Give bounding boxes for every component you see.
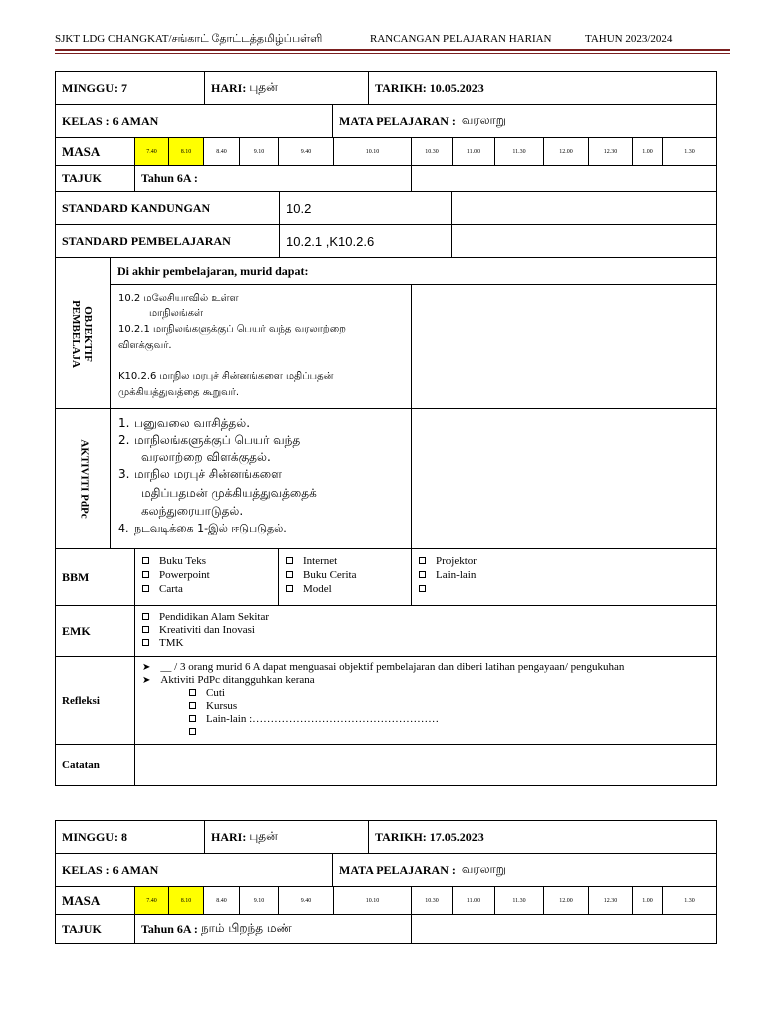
checkbox-icon[interactable] <box>142 639 149 646</box>
time-slot: 10.30 <box>411 886 453 915</box>
aktiviti-number: 2. <box>118 433 130 447</box>
time-slot: 11.30 <box>494 137 544 166</box>
bbm-option[interactable] <box>286 555 337 567</box>
catatan-label <box>55 744 135 786</box>
checkbox-icon[interactable] <box>142 557 149 564</box>
aktiviti-label-cell <box>55 408 111 549</box>
tajuk-value-label: Tahun 6A : <box>141 921 198 936</box>
emk-option-label: Kreativiti dan Inovasi <box>159 624 255 636</box>
time-slot: 8.40 <box>203 137 240 166</box>
mata-pelajaran-value: வரலாறு <box>461 113 506 127</box>
checkbox-icon[interactable] <box>189 702 196 709</box>
sp-extra <box>451 224 717 258</box>
aktiviti-text: பனுவலை வாசித்தல். <box>134 416 251 430</box>
kelas-cell <box>55 104 333 138</box>
academic-year: TAHUN 2023/2024 <box>585 33 673 45</box>
bbm-option[interactable] <box>286 583 332 595</box>
tajuk-text: TAJUK <box>62 921 102 936</box>
aktiviti-vertical-label: AKTIVITI PdPc <box>78 439 91 519</box>
time-slot: 1.30 <box>662 137 717 166</box>
bbm-option-label: Model <box>303 583 332 595</box>
time-slot: 11.30 <box>494 886 544 915</box>
objektif-line: 10.2 மலேசியாவில் உள்ள <box>118 293 239 304</box>
checkbox-icon[interactable] <box>286 571 293 578</box>
bbm-option[interactable] <box>419 555 477 567</box>
bbm-option-blank[interactable] <box>419 583 436 595</box>
aktiviti-text: மாநிலங்களுக்குப் பெயர் வந்த <box>134 433 301 447</box>
refleksi-text-1: __ / 3 orang murid 6 A dapat menguasai objektif pembelajaran dan diberi latihan pengayaan/ pengukuhan <box>160 661 625 673</box>
refleksi-label <box>55 656 135 745</box>
aktiviti-number: 3. <box>118 467 130 481</box>
school-name: SJKT LDG CHANGKAT/சங்காட் தோட்டத்தமிழ்ப்பள்ளி <box>55 33 323 45</box>
bbm-option-label: Powerpoint <box>159 569 210 581</box>
standard-kandungan-value <box>279 191 452 225</box>
aktiviti-item-2 <box>118 433 300 449</box>
sp-label-text: STANDARD PEMBELAJARAN <box>62 233 231 248</box>
time-slot: 10.30 <box>411 137 453 166</box>
emk-option[interactable] <box>142 624 255 636</box>
time-slot: 12.00 <box>543 886 589 915</box>
sk-label-text: STANDARD KANDUNGAN <box>62 200 211 215</box>
refleksi-text-2: Aktiviti PdPc ditangguhkan kerana <box>160 674 315 686</box>
emk-option[interactable] <box>142 611 269 623</box>
checkbox-icon[interactable] <box>286 585 293 592</box>
mata-pelajaran-value: வரலாறு <box>461 862 506 876</box>
aktiviti-extra <box>411 408 717 549</box>
time-slot: 12.30 <box>588 137 633 166</box>
tajuk-extra <box>411 165 717 192</box>
tajuk-extra <box>411 914 717 944</box>
refleksi-text: Refleksi <box>62 694 100 707</box>
time-slot: 8.40 <box>203 886 240 915</box>
header-rule <box>55 49 730 51</box>
bbm-option-label: Carta <box>159 583 183 595</box>
bbm-col-3 <box>411 548 717 606</box>
refleksi-option-blank[interactable] <box>189 726 206 738</box>
aktiviti-item-3 <box>118 467 282 483</box>
tarikh-text: TARIKH: 17.05.2023 <box>375 829 484 844</box>
emk-option[interactable] <box>142 637 183 649</box>
document-title: RANCANGAN PELAJARAN HARIAN <box>370 33 552 45</box>
mata-pelajaran-cell <box>332 853 717 887</box>
sk-value-text: 10.2 <box>286 200 312 216</box>
time-slot: 7.40 <box>134 886 169 915</box>
tarikh-cell <box>368 820 717 854</box>
masa-text: MASA <box>62 892 101 908</box>
aktiviti-text: மாநில மரபுச் சின்னங்களை <box>134 467 282 481</box>
time-slot: 11.00 <box>452 886 495 915</box>
checkbox-icon[interactable] <box>419 585 426 592</box>
minggu-cell <box>55 820 205 854</box>
time-slot: 9.10 <box>239 137 279 166</box>
aktiviti-text: நடவடிக்கை 1-இல் ஈடுபடுதல். <box>134 522 287 535</box>
aktiviti-item-4 <box>118 522 287 537</box>
objektif-line: முக்கியத்துவத்தை கூறுவர். <box>118 387 240 398</box>
objektif-line: விளக்குவர். <box>118 340 172 351</box>
time-slot: 10.10 <box>333 886 412 915</box>
bbm-option[interactable] <box>286 569 356 581</box>
mata-pelajaran-cell <box>332 104 717 138</box>
masa-label <box>55 886 135 915</box>
time-slot: 12.00 <box>543 137 589 166</box>
bbm-option-label: Lain-lain <box>436 569 477 581</box>
arrow-bullet-icon: ➤ <box>142 675 151 686</box>
minggu-text: MINGGU: 7 <box>62 80 127 95</box>
bbm-option[interactable] <box>142 569 210 581</box>
tajuk-text: TAJUK <box>62 171 102 185</box>
hari-label: HARI: <box>211 829 247 844</box>
time-slot: 11.00 <box>452 137 495 166</box>
bbm-col-1 <box>134 548 279 606</box>
mata-pelajaran-label: MATA PELAJARAN : <box>339 113 456 128</box>
aktiviti-number: 1. <box>118 416 130 430</box>
page-header <box>55 33 730 49</box>
bbm-text: BBM <box>62 569 90 584</box>
aktiviti-item-1 <box>118 416 250 432</box>
refleksi-option[interactable] <box>189 700 237 712</box>
bbm-option-label: Buku Teks <box>159 555 207 567</box>
refleksi-line-2 <box>142 674 315 686</box>
objektif-intro-text: Di akhir pembelajaran, murid dapat: <box>117 263 309 278</box>
time-slot: 7.40 <box>134 137 169 166</box>
hari-cell <box>204 71 369 105</box>
objektif-line: 10.2.1 மாநிலங்களுக்குப் பெயர் வந்த வரலாற்றை <box>118 324 346 335</box>
refleksi-option-label: Cuti <box>206 687 225 699</box>
minggu-text: MINGGU: 8 <box>62 829 127 844</box>
time-slot: 8.10 <box>168 886 204 915</box>
time-slot: 8.10 <box>168 137 204 166</box>
objektif-label-line1: OBJEKTIF <box>82 306 94 362</box>
tajuk-value <box>134 914 412 944</box>
tarikh-text: TARIKH: 10.05.2023 <box>375 80 484 95</box>
checkbox-icon[interactable] <box>142 626 149 633</box>
standard-kandungan-label <box>55 191 280 225</box>
kelas-text: KELAS : 6 AMAN <box>62 113 159 128</box>
refleksi-option-label: Kursus <box>206 700 238 712</box>
time-slot: 10.10 <box>333 137 412 166</box>
standard-pembelajaran-label <box>55 224 280 258</box>
tarikh-cell <box>368 71 717 105</box>
checkbox-icon[interactable] <box>286 557 293 564</box>
hari-value: புதன் <box>249 80 278 94</box>
hari-cell <box>204 820 369 854</box>
aktiviti-number: 4. <box>118 522 129 535</box>
time-slot: 12.30 <box>588 886 633 915</box>
checkbox-icon[interactable] <box>419 557 426 564</box>
bbm-col-2 <box>278 548 412 606</box>
objektif-label-line2: PEMBELAJA <box>70 300 82 368</box>
tajuk-label <box>55 914 135 944</box>
refleksi-content <box>134 656 717 745</box>
time-slot: 9.40 <box>278 137 334 166</box>
hari-label: HARI: <box>211 80 247 95</box>
objektif-extra <box>411 284 717 409</box>
bbm-option[interactable] <box>142 583 183 595</box>
catatan-text: Catatan <box>62 759 100 771</box>
arrow-bullet-icon: ➤ <box>142 662 151 673</box>
tajuk-value-text: Tahun 6A : <box>141 171 198 185</box>
emk-option-label: Pendidikan Alam Sekitar <box>159 611 269 623</box>
emk-text: EMK <box>62 623 91 638</box>
time-slot: 9.10 <box>239 886 279 915</box>
checkbox-icon[interactable] <box>189 728 196 735</box>
checkbox-icon[interactable] <box>189 689 196 696</box>
checkbox-icon[interactable] <box>419 571 426 578</box>
refleksi-option-label: Lain-lain :…………………………………………… <box>206 713 440 725</box>
standard-pembelajaran-value <box>279 224 452 258</box>
aktiviti-content <box>110 408 412 549</box>
bbm-option-label: Projektor <box>436 555 477 567</box>
mata-pelajaran-label: MATA PELAJARAN : <box>339 862 456 877</box>
time-slot: 1.30 <box>662 886 717 915</box>
bbm-option-label: Buku Cerita <box>303 569 357 581</box>
aktiviti-text: வரலாற்றை விளக்குதல். <box>141 450 271 464</box>
tajuk-value-text: நாம் பிறந்த மண் <box>200 921 292 935</box>
time-slot: 1.00 <box>632 886 663 915</box>
refleksi-line-1 <box>142 661 624 673</box>
emk-label <box>55 605 135 657</box>
objektif-line: K10.2.6 மாநில மரபுச் சின்னங்களை மதிப்பதன் <box>118 371 334 382</box>
emk-content <box>134 605 717 657</box>
checkbox-icon[interactable] <box>189 715 196 722</box>
objektif-vertical-label <box>70 258 94 409</box>
aktiviti-text: மதிப்பதமன் முக்கியத்துவத்தைக் <box>141 486 317 500</box>
masa-label <box>55 137 135 166</box>
minggu-cell <box>55 71 205 105</box>
bbm-label <box>55 548 135 606</box>
objektif-line: மாநிலங்கள் <box>149 308 204 319</box>
tajuk-label <box>55 165 135 192</box>
emk-option-label: TMK <box>159 637 184 649</box>
header-rule-thin <box>55 53 730 54</box>
time-slot: 1.00 <box>632 137 663 166</box>
refleksi-option[interactable] <box>189 687 225 699</box>
objektif-content <box>110 284 412 409</box>
aktiviti-text: கலந்துரையாடுதல். <box>141 504 244 518</box>
checkbox-icon[interactable] <box>142 571 149 578</box>
kelas-text: KELAS : 6 AMAN <box>62 862 159 877</box>
catatan-content[interactable] <box>134 744 717 786</box>
bbm-option-label: Internet <box>303 555 338 567</box>
bbm-option[interactable] <box>142 555 206 567</box>
time-slot: 9.40 <box>278 886 334 915</box>
tajuk-value <box>134 165 412 192</box>
kelas-cell <box>55 853 333 887</box>
objektif-label-cell <box>55 257 111 409</box>
masa-text: MASA <box>62 143 101 159</box>
bbm-option[interactable] <box>419 569 476 581</box>
hari-value: புதன் <box>249 829 278 843</box>
objektif-intro <box>110 257 717 285</box>
refleksi-option[interactable] <box>189 713 439 725</box>
sk-extra <box>451 191 717 225</box>
checkbox-icon[interactable] <box>142 585 149 592</box>
sp-value-text: 10.2.1 ,K10.2.6 <box>286 233 375 249</box>
checkbox-icon[interactable] <box>142 613 149 620</box>
